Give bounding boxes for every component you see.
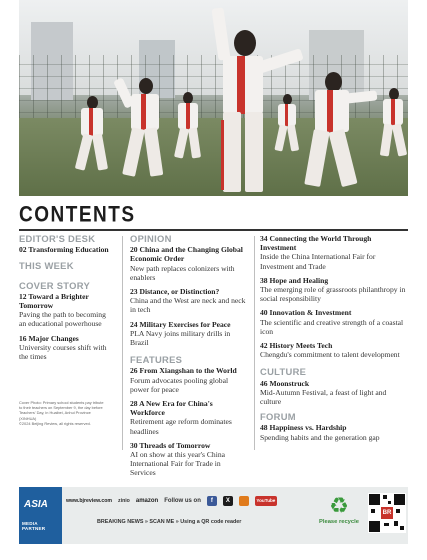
toc-entry-desc: PLA Navy joins military drills in Brazil: [130, 328, 231, 348]
toc-entry-title: 28 A New Era for China's Workforce: [130, 399, 213, 418]
toc-entry-title: 23 Distance, or Distinction?: [130, 287, 220, 297]
toc-entry[interactable]: [130, 366, 248, 394]
facebook-icon[interactable]: f: [207, 496, 217, 506]
toc-entry[interactable]: [19, 292, 113, 329]
contents-column-2: [130, 234, 248, 483]
toc-entry-title: 20 China and the Changing Global Economic Order: [130, 245, 243, 264]
media-partner-block[interactable]: [19, 487, 62, 544]
toc-entry[interactable]: [260, 341, 408, 359]
photo-student: [303, 62, 373, 192]
toc-entry-desc: Inside the China International Fair for Investment and Trade: [260, 252, 376, 271]
toc-entry[interactable]: [19, 334, 113, 362]
toc-entry-title: 12 Toward a Brighter Tomorrow: [19, 291, 89, 311]
copyright-text: ©2024 Beijing Review, all rights reserved.: [19, 420, 91, 426]
footer-banner: [19, 487, 408, 544]
x-icon[interactable]: X: [223, 496, 233, 506]
toc-entry-desc: New path replaces colonizers with enablers: [130, 263, 235, 282]
section-label: EDITOR'S DESK: [19, 233, 96, 244]
toc-entry-desc: AI on show at this year's China International Fair for Trade in Services: [130, 450, 226, 478]
recycle-icon: ♻: [329, 493, 349, 518]
toc-entry[interactable]: [260, 234, 408, 271]
section-label: FORUM: [260, 411, 296, 423]
section-label: CULTURE: [260, 366, 307, 378]
toc-entry-desc: China and the West are neck and neck in tech: [130, 296, 246, 315]
toc-entry[interactable]: [19, 245, 113, 254]
zinio-link[interactable]: zinio: [118, 498, 130, 504]
qr-badge: BR: [381, 507, 393, 519]
toc-entry-desc: Mid-Autumn Festival, a feast of light and culture: [260, 387, 387, 407]
toc-entry[interactable]: [130, 399, 248, 436]
contents-column-3: [260, 234, 408, 447]
toc-entry-title: 26 From Xiangshan to the World: [130, 366, 237, 376]
toc-entry[interactable]: [130, 245, 248, 282]
photo-student: [269, 92, 309, 152]
toc-entry-title: 42 History Meets Tech: [260, 341, 333, 351]
toc-entry[interactable]: [260, 423, 408, 441]
toc-entry-desc: University courses shift with the times: [19, 342, 107, 362]
column-divider: [254, 236, 255, 450]
toc-entry[interactable]: [130, 320, 248, 348]
toc-entry[interactable]: [130, 441, 248, 478]
toc-entry-title: 24 Military Exercises for Peace: [130, 319, 231, 329]
toc-entry-desc: The emerging role of grassroots philanthropy in social responsibility: [260, 285, 406, 304]
photo-student: [169, 90, 209, 160]
toc-entry-title: 38 Hope and Healing: [260, 275, 329, 285]
recycle-block: [312, 493, 366, 525]
website-link[interactable]: www.bjreview.com: [66, 498, 113, 504]
footer-links: [66, 495, 277, 507]
amazon-link[interactable]: amazon: [135, 498, 159, 504]
page-title: CONTENTS: [19, 203, 136, 228]
breaking-news-text: BREAKING NEWS » SCAN ME » Using a QR code reader: [97, 519, 242, 525]
follow-label: Follow us on: [164, 498, 201, 504]
toc-entry-desc: Forum advocates pooling global power for peace: [130, 375, 229, 394]
photo-student: [377, 86, 408, 160]
toc-entry[interactable]: [130, 287, 248, 315]
qr-code[interactable]: [368, 493, 406, 533]
toc-entry-title: 46 Moonstruck: [260, 378, 310, 388]
toc-entry-desc: Retirement age reform dominates headlines: [130, 417, 232, 436]
toc-entry-title: 30 Threads of Tomorrow: [130, 440, 211, 450]
toc-entry[interactable]: [260, 308, 408, 336]
toc-entry-title: 34 Connecting the World Through Investment: [260, 234, 372, 253]
toc-entry-desc: Paving the path to becoming an educational powerhouse: [19, 310, 106, 329]
recycle-label: Please recycle: [319, 519, 359, 525]
cover-photo-credit: [19, 400, 107, 426]
contents-column-1: [19, 234, 113, 366]
toc-entry-title: 40 Innovation & Investment: [260, 308, 352, 318]
youtube-icon[interactable]: YouTube: [255, 496, 277, 506]
section-label: OPINION: [130, 233, 172, 244]
cover-photo: [19, 0, 408, 196]
toc-entry-title: 02 Transforming Education: [19, 245, 109, 255]
partner-logo: ASIA: [24, 499, 48, 510]
credit-text: Cover Photo: Primary school students pay tribute to their teachers on September 9, the day before Teachers' Day, in Huaibei, Anhui Province (XINHUA): [19, 400, 104, 421]
section-label[interactable]: THIS WEEK: [19, 260, 74, 272]
media-partner-label: MEDIA PARTNER: [22, 521, 46, 531]
toc-entry-desc: Spending habits and the generation gap: [260, 432, 380, 442]
toc-entry-desc: Chengdu's commitment to talent development: [260, 350, 400, 360]
toc-entry-title: 16 Major Changes: [19, 333, 79, 343]
wechat-icon[interactable]: [239, 496, 249, 506]
toc-entry-title: 48 Happiness vs. Hardship: [260, 423, 347, 433]
toc-entry[interactable]: [260, 379, 408, 407]
column-divider: [122, 236, 123, 450]
toc-entry-desc: The scientific and creative strength of a coastal icon: [260, 317, 404, 336]
photo-student: [69, 92, 119, 172]
toc-entry[interactable]: [260, 276, 408, 304]
title-divider: [19, 229, 408, 231]
section-label: COVER STORY: [19, 279, 91, 291]
section-label: FEATURES: [130, 354, 183, 366]
